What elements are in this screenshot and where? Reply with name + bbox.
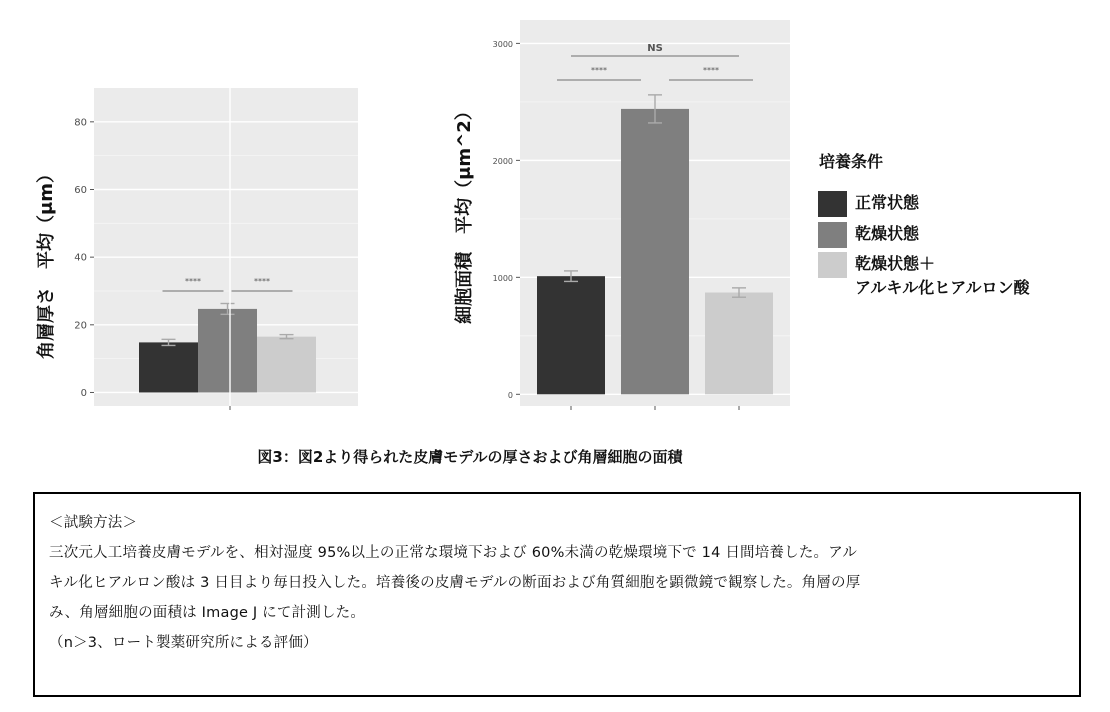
significance-label: NS	[647, 43, 663, 54]
bar-1	[537, 276, 605, 394]
chart-2	[453, 20, 790, 410]
method-line-3: み、角層細胞の面積は Image J にて計測した。	[49, 605, 366, 621]
bar-3	[705, 293, 773, 395]
legend-label-1: 正常状態	[855, 193, 920, 212]
y-tick-label: 2000	[492, 156, 513, 166]
legend-title: 培養条件	[819, 152, 884, 171]
method-heading: ＜試験方法＞	[49, 515, 138, 531]
significance-label: ****	[591, 66, 607, 75]
bar-1	[139, 342, 198, 392]
bar-3	[257, 337, 316, 393]
y-tick-label: 0	[80, 387, 87, 399]
y-tick-label: 40	[74, 252, 87, 264]
method-box	[33, 492, 1081, 697]
y-tick-label: 3000	[492, 39, 513, 49]
chart-1	[35, 88, 358, 410]
significance-label: ****	[703, 66, 719, 75]
y-tick-label: 1000	[492, 273, 513, 283]
method-line-2: キル化ヒアルロン酸は 3 日目より毎日投入した。培養後の皮膚モデルの断面および角質細胞を顕微鏡で観察した。角層の厚	[49, 575, 861, 591]
legend-swatch-1	[818, 191, 847, 217]
legend-swatch-2	[818, 222, 847, 248]
bar-2	[198, 309, 257, 393]
legend-label-3: 乾燥状態＋	[855, 254, 936, 273]
y-axis-label: 角層厚さ 平均（μm）	[36, 164, 57, 360]
legend-label-2: 乾燥状態	[855, 224, 920, 243]
figure-caption: 図3：図2より得られた皮膚モデルの厚さおよび角層細胞の面積	[257, 448, 683, 466]
significance-label: ****	[254, 277, 270, 286]
y-tick-label: 20	[74, 320, 87, 332]
legend-swatch-3	[818, 252, 847, 278]
legend-label-3-line2: アルキル化ヒアルロン酸	[855, 278, 1030, 297]
legend	[818, 152, 1031, 297]
y-tick-label: 80	[74, 117, 87, 129]
bar-2	[621, 109, 689, 394]
y-tick-label: 0	[507, 390, 513, 400]
significance-label: ****	[185, 277, 201, 286]
method-line-4: （n＞3、ロート製薬研究所による評価）	[49, 635, 318, 651]
y-tick-label: 60	[74, 184, 87, 196]
method-line-1: 三次元人工培養皮膚モデルを、相対湿度 95%以上の正常な環境下および 60%未満の乾燥環境下で 14 日間培養した。アル	[49, 545, 858, 561]
y-axis-label: 細胞面積 平均（μm^2）	[454, 102, 475, 324]
